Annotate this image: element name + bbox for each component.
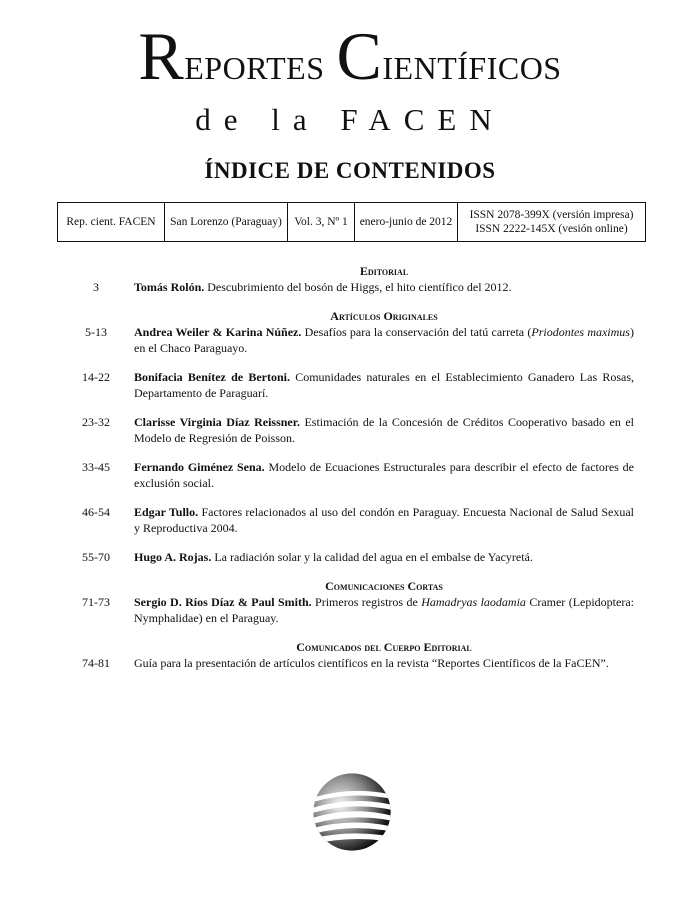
issn-cell xyxy=(458,203,646,242)
entry-author: Sergio D. Ríos Díaz & Paul Smith. xyxy=(134,595,312,609)
striped-globe-icon xyxy=(310,770,394,854)
journal-subtitle: de la FACEN xyxy=(195,102,505,137)
toc-entry[interactable] xyxy=(0,459,700,491)
page-range: 3 xyxy=(93,280,99,294)
issn-print: ISSN 2078-399X (versión impresa) xyxy=(469,208,634,221)
toc-entry[interactable] xyxy=(0,414,700,446)
table-of-contents xyxy=(0,264,700,671)
entry-author: Tomás Rolón. xyxy=(134,280,205,294)
title-word-cientificos: ientíficos xyxy=(382,38,562,89)
entry-title: Descubrimiento del bosón de Higgs, el hito científico del 2012. xyxy=(207,280,512,294)
toc-entry[interactable] xyxy=(0,594,700,626)
toc-entry[interactable] xyxy=(0,369,700,401)
section-heading-comunicaciones: Comunicaciones Cortas xyxy=(325,579,443,593)
entry-author: Andrea Weiler & Karina Núñez. xyxy=(134,325,302,339)
page-range: 33-45 xyxy=(82,460,110,474)
section-heading-articulos: Artículos Originales xyxy=(330,309,438,323)
entry-author: Fernando Giménez Sena. xyxy=(134,460,265,474)
entry-author: Hugo A. Rojas. xyxy=(134,550,212,564)
toc-heading: ÍNDICE DE CONTENIDOS xyxy=(204,158,496,183)
page-range: 74-81 xyxy=(82,656,110,670)
title-initial-r: R xyxy=(138,18,185,94)
toc-entry[interactable] xyxy=(0,324,700,356)
toc-entry[interactable] xyxy=(0,504,700,536)
issn-online: ISSN 2222-145X (vesión online) xyxy=(475,223,628,235)
volume: Vol. 3, Nº 1 xyxy=(288,203,355,242)
entry-title-italic: Hamadryas laodamia xyxy=(421,595,526,609)
entry-title: Guía para la presentación de artículos científicos en la revista “Reportes Científicos de la FaCEN”. xyxy=(134,656,609,670)
entry-author: Clarisse Virginia Díaz Reissner. xyxy=(134,415,300,429)
journal-abbrev: Rep. cient. FACEN xyxy=(58,203,165,242)
page-range: 14-22 xyxy=(82,370,110,384)
toc-entry[interactable] xyxy=(0,655,700,671)
toc-entry[interactable] xyxy=(0,549,700,565)
section-heading-editorial: Editorial xyxy=(359,264,409,278)
toc-entry[interactable] xyxy=(0,279,700,295)
publication-info-table xyxy=(57,202,646,242)
entry-author: Edgar Tullo. xyxy=(134,505,199,519)
entry-title: Comunidades naturales en el Establecimiento Ganadero Las Rosas, Departamento de Paraguarí. xyxy=(134,370,634,400)
page-range: 23-32 xyxy=(82,415,110,429)
entry-title: Primeros registros de xyxy=(315,595,422,609)
title-word-reportes: eportes xyxy=(184,38,337,89)
page-range: 55-70 xyxy=(82,550,110,564)
place: San Lorenzo (Paraguay) xyxy=(165,203,288,242)
entry-title: Estimación de la Concesión de Créditos Cooperativo basado en el Modelo de Regresión de Poisson. xyxy=(134,415,634,445)
section-heading-comunicados: Comunicados del Cuerpo Editorial xyxy=(296,640,472,654)
entry-title-italic: Priodontes maximus xyxy=(531,325,630,339)
journal-title xyxy=(0,18,700,94)
entry-title: Factores relacionados al uso del condón en Paraguay. Encuesta Nacional de Salud Sexual y Reproductiva 2004. xyxy=(134,505,635,535)
entry-title-end: ) en el Chaco Paraguayo. xyxy=(134,325,634,355)
entry-title: La radiación solar y la calidad del agua en el embalse de Yacyretá. xyxy=(214,550,533,564)
page-range: 5-13 xyxy=(85,325,107,339)
entry-title: Desafíos para la conservación del tatú carreta ( xyxy=(304,325,532,339)
entry-title: Modelo de Ecuaciones Estructurales para describir el efecto de factores de exclusión social. xyxy=(134,460,635,490)
entry-title-end: Cramer (Lepidoptera: Nymphalidae) en el Paraguay. xyxy=(134,595,634,625)
page-range: 71-73 xyxy=(82,595,110,609)
page-range: 46-54 xyxy=(82,505,110,519)
title-initial-c: C xyxy=(336,18,383,94)
period: enero-junio de 2012 xyxy=(355,203,458,242)
entry-author: Bonifacia Benítez de Bertoni. xyxy=(134,370,290,384)
